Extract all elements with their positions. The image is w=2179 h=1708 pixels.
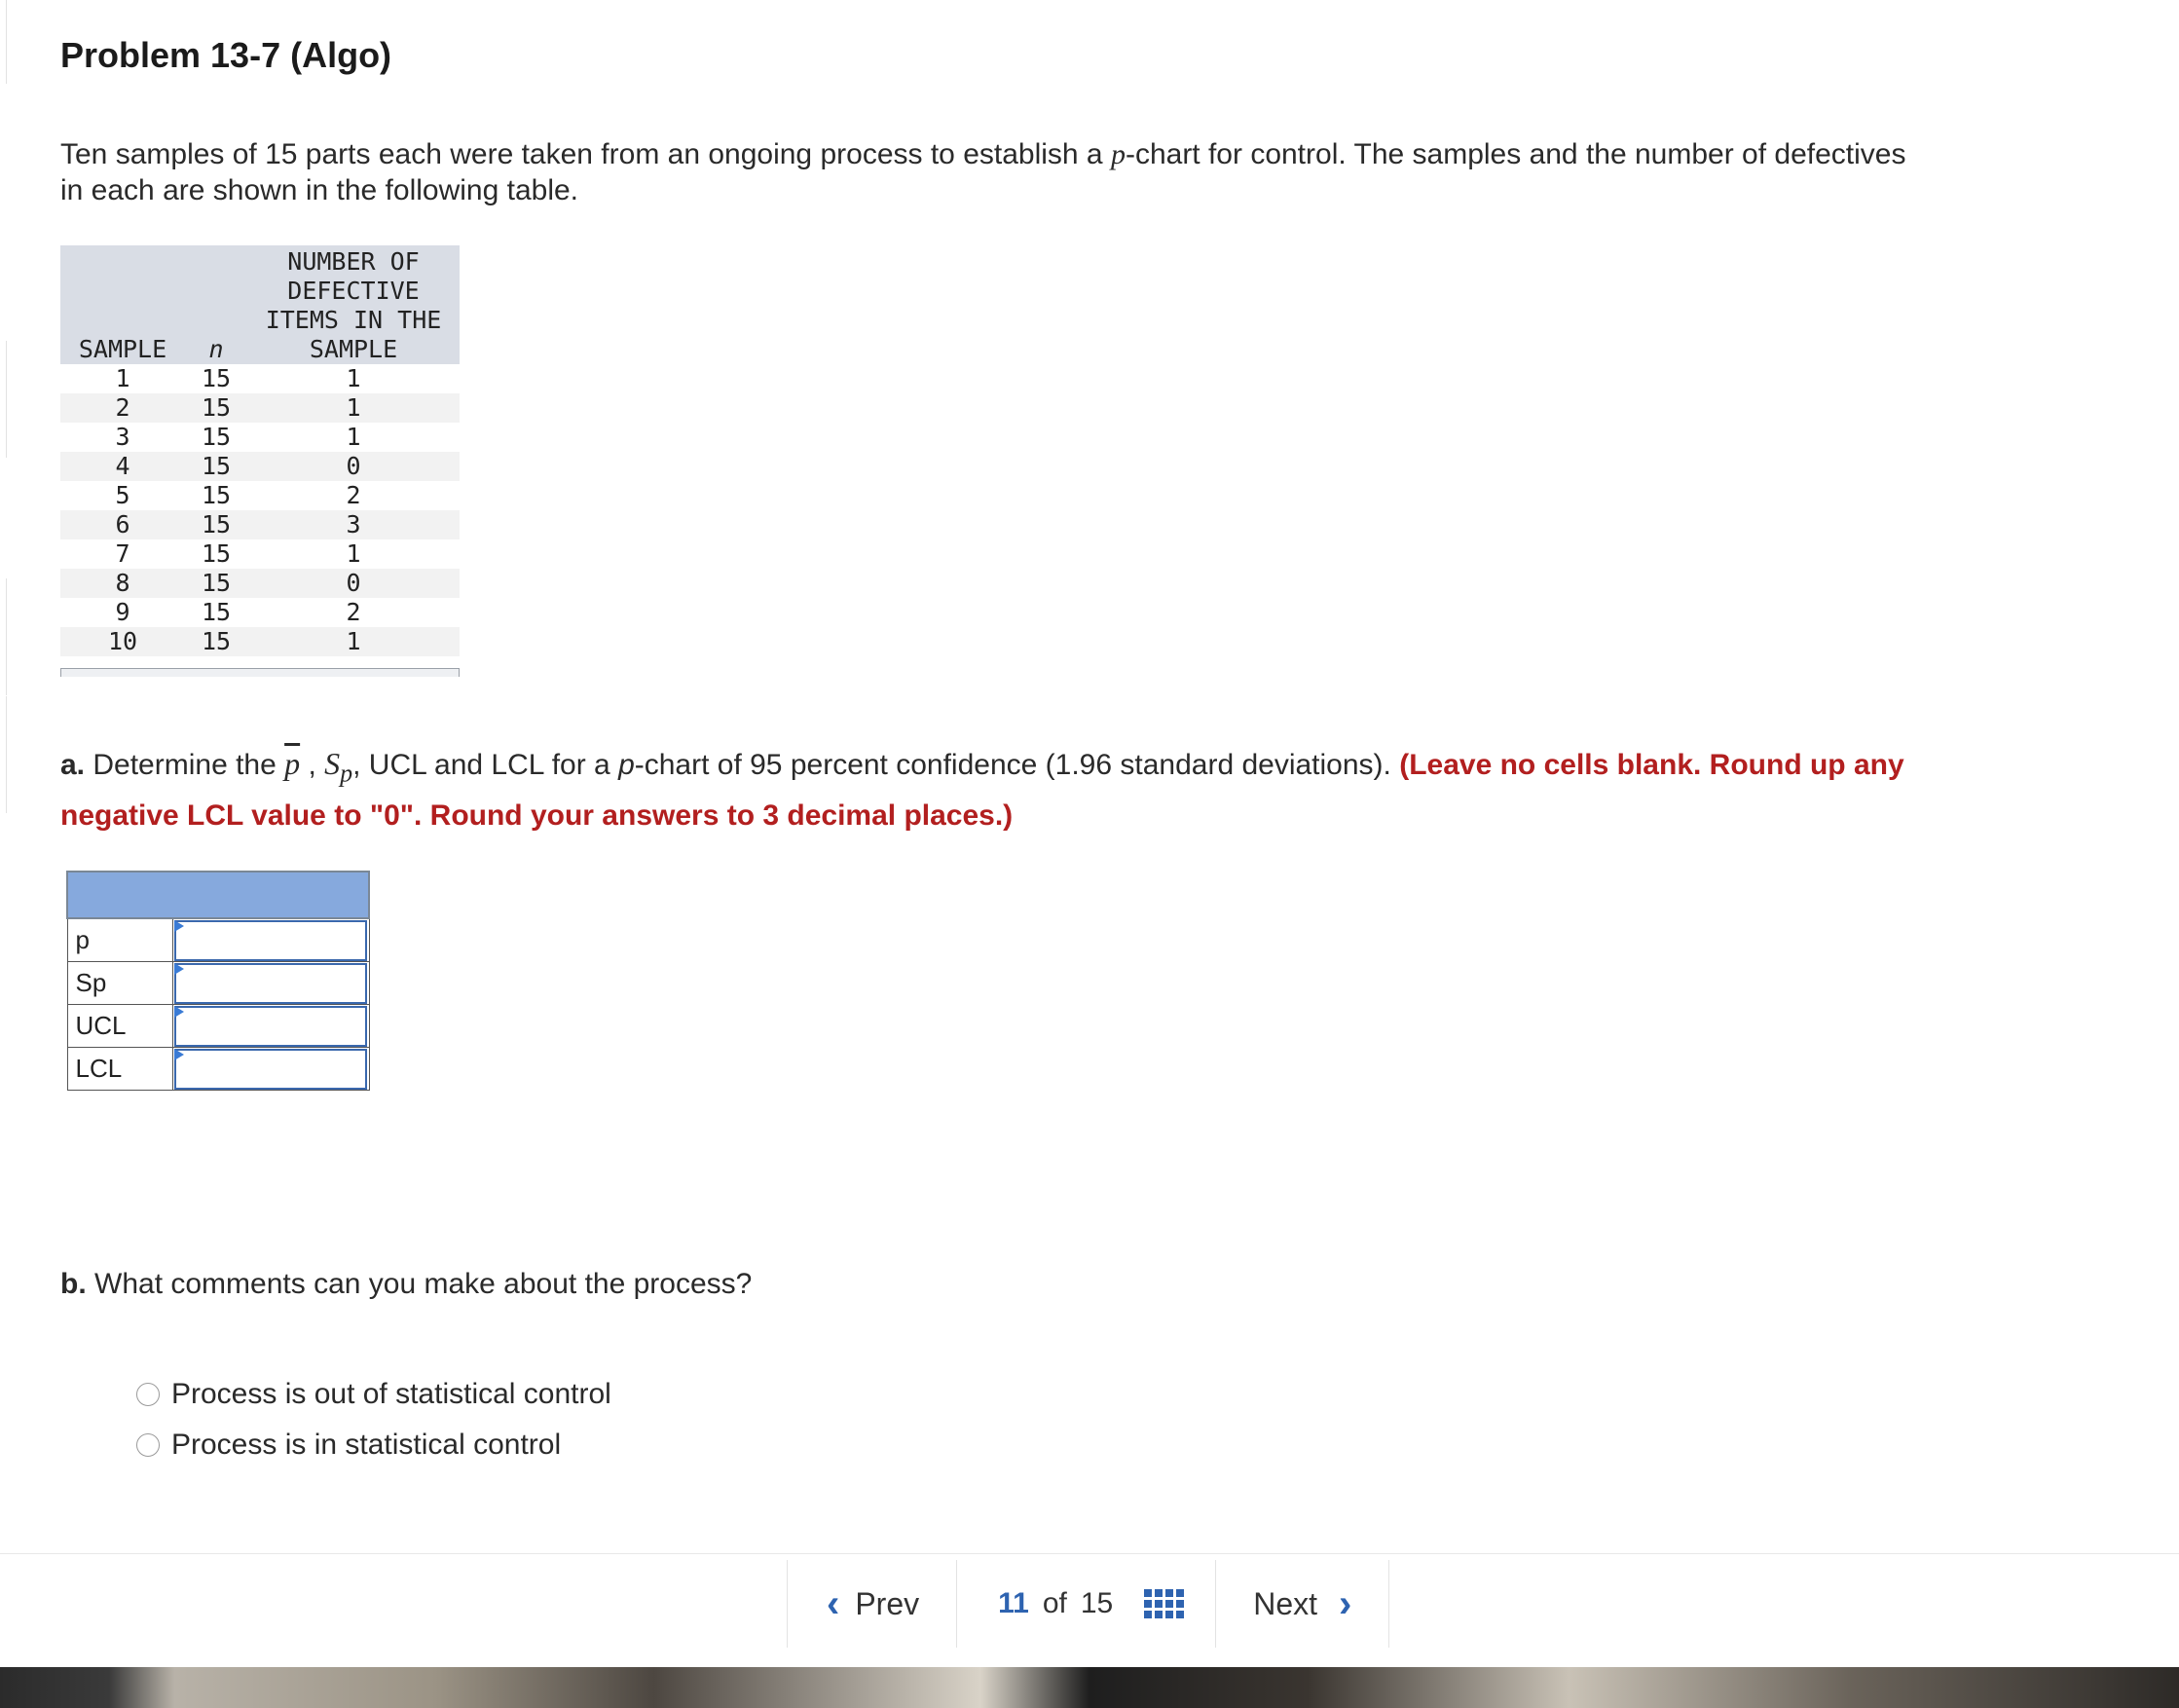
option-out-of-control[interactable]: Process is out of statistical control — [136, 1369, 611, 1420]
col-defective-header: NUMBER OF DEFECTIVE ITEMS IN THE SAMPLE — [247, 245, 460, 364]
p-italic: p — [1110, 138, 1126, 170]
radio-button[interactable] — [136, 1383, 160, 1406]
problem-title: Problem 13-7 (Algo) — [60, 35, 392, 75]
answer-row — [67, 918, 369, 962]
next-button[interactable]: Next › — [1215, 1560, 1389, 1648]
table-row: 3 15 1 — [115, 423, 361, 451]
row-label-sp: Sp — [67, 962, 172, 1005]
current-page: 11 — [998, 1587, 1029, 1619]
table-row: 2 15 1 — [60, 393, 460, 423]
radio-button[interactable] — [136, 1433, 160, 1457]
chevron-left-icon: ‹ — [827, 1582, 840, 1625]
part-a-question: a. Determine the $\overline{p}$ , $S_p$, UCL and LCL for a p-chart of 95 percent confidence (1.96 standard deviations). (Leave no cells blank. Round up any negative LCL value to "0". Round your answers to 3 decimal places.) — [60, 746, 1904, 833]
ucl-input[interactable] — [174, 1006, 367, 1047]
grid-icon[interactable] — [1144, 1589, 1184, 1618]
page-indicator: 11 of 15 — [956, 1560, 1215, 1648]
table-row: 6 15 3 — [60, 510, 460, 539]
footer-divider — [0, 1553, 2179, 1554]
table-footer-bar — [60, 668, 460, 677]
problem-intro: Ten samples of 15 parts each were taken from an ongoing process to establish a p-chart for control. The samples and the number of defectives in each are shown in the following table. — [60, 138, 1906, 206]
left-rail-segment — [0, 578, 7, 695]
sp-input[interactable] — [174, 963, 367, 1004]
answer-grid — [66, 871, 370, 1091]
answer-row — [67, 962, 369, 1005]
table-row: 7 15 1 — [115, 539, 361, 568]
cell-flag-icon — [174, 963, 184, 975]
part-b-options — [136, 1369, 611, 1470]
table-row: 1 15 1 — [115, 364, 361, 392]
sp-symbol: $S_p$ — [324, 746, 353, 788]
chevron-right-icon: › — [1339, 1582, 1352, 1625]
row-label-lcl: LCL — [67, 1048, 172, 1091]
answer-row — [67, 1005, 369, 1048]
table-row: 8 15 0 — [60, 569, 460, 598]
row-label-p: p — [67, 918, 172, 962]
left-rail-segment — [0, 696, 7, 813]
table-row: 5 15 2 — [115, 481, 361, 509]
cell-flag-icon — [174, 1049, 184, 1060]
prev-button[interactable]: ‹ Prev — [787, 1560, 956, 1648]
total-pages: 15 — [1080, 1587, 1114, 1619]
table-row: 10 15 1 — [60, 627, 460, 656]
cell-flag-icon — [174, 920, 184, 932]
p-bar-symbol: $\overline{p}$ — [284, 746, 301, 781]
instruction-text: (Leave no cells blank. Round up any negative LCL value to "0". Round your answers to 3 decimal places.) — [60, 749, 1904, 833]
cell-flag-icon — [174, 1006, 184, 1018]
answer-row — [67, 1048, 369, 1091]
col-n-header: n — [185, 245, 247, 364]
part-b-question: b. What comments can you make about the process? — [60, 1268, 753, 1300]
lcl-input[interactable] — [174, 1049, 367, 1090]
col-sample-header: SAMPLE — [60, 245, 185, 364]
background-image-strip — [0, 1667, 2179, 1708]
table-row: 4 15 0 — [60, 452, 460, 481]
row-label-ucl: UCL — [67, 1005, 172, 1048]
question-navigation — [787, 1560, 1389, 1648]
table-row: 9 15 2 — [115, 598, 361, 626]
left-rail-segment — [0, 341, 7, 458]
p-italic: p — [618, 749, 635, 781]
option-in-control[interactable]: Process is in statistical control — [136, 1420, 611, 1470]
p-input[interactable] — [174, 920, 367, 961]
left-rail-segment — [0, 0, 7, 84]
answer-grid-header — [67, 872, 369, 918]
defects-table — [60, 245, 460, 656]
